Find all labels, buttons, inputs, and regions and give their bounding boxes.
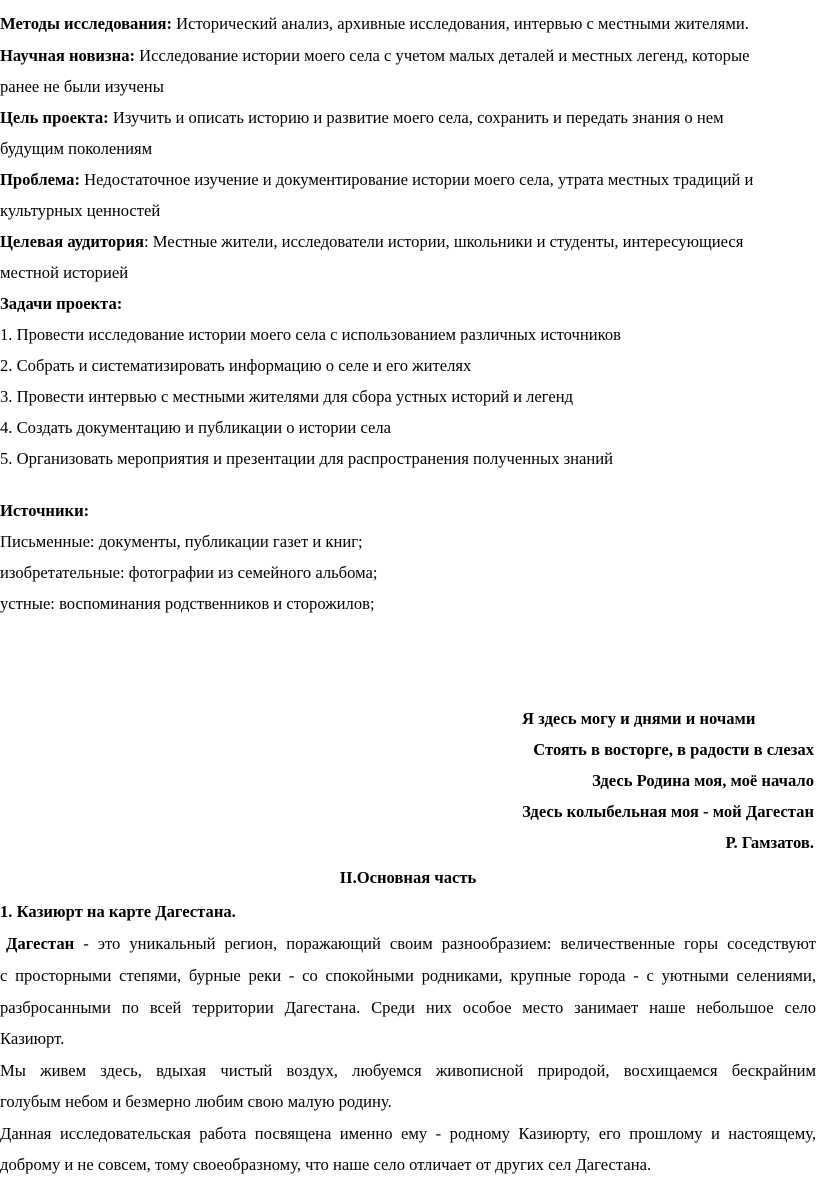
goal-label: Цель проекта: bbox=[0, 108, 109, 127]
goal-continuation: будущим поколениям bbox=[0, 139, 153, 158]
task-item: 5. Организовать мероприятия и презентации для распространения полученных знаний bbox=[0, 449, 614, 468]
novelty-line bbox=[0, 46, 750, 66]
poem-line: Стоять в восторге, в радости в слезах bbox=[533, 740, 814, 759]
paragraph-line: Дагестан - это уникальный регион, поражающий своим разнообразием: величественные горы соседствуют bbox=[6, 934, 816, 953]
tasks-heading: Задачи проекта: bbox=[0, 294, 123, 313]
task-item: 3. Провести интервью с местными жителями для сбора устных историй и легенд bbox=[0, 387, 574, 406]
paragraph-line: Казиюрт. bbox=[0, 1029, 65, 1048]
poem-line: Я здесь могу и днями и ночами bbox=[522, 709, 756, 728]
problem-continuation: культурных ценностей bbox=[0, 201, 161, 220]
subsection-title: 1. Казиюрт на карте Дагестана. bbox=[0, 902, 236, 921]
methods-text: Исторический анализ, архивные исследования, интервью с местными жителями. bbox=[171, 14, 749, 33]
task-item: 4. Создать документацию и публикации о истории села bbox=[0, 418, 392, 437]
poem-line: Здесь Родина моя, моё начало bbox=[592, 771, 814, 790]
paragraph-lead: Дагестан bbox=[6, 934, 75, 953]
goal-line bbox=[0, 108, 724, 128]
paragraph-line: Данная исследовательская работа посвящена именно ему - родному Казиюрту, его прошлому и настоящему, bbox=[0, 1124, 816, 1143]
paragraph-line: голубым небом и безмерно любим свою малую родину. bbox=[0, 1092, 392, 1111]
source-item: устные: воспоминания родственников и сторожилов; bbox=[0, 594, 375, 613]
novelty-continuation: ранее не были изучены bbox=[0, 77, 164, 96]
problem-label: Проблема: bbox=[0, 170, 81, 189]
section-title: II.Основная часть bbox=[339, 868, 477, 887]
audience-text: : Местные жители, исследователи истории, школьники и студенты, интересующиеся bbox=[144, 232, 744, 251]
audience-label: Целевая аудитория bbox=[0, 232, 144, 251]
novelty-text: Исследование истории моего села с учетом малых деталей и местных легенд, которые bbox=[135, 46, 750, 65]
poem-line: Здесь колыбельная моя - мой Дагестан bbox=[522, 802, 814, 821]
goal-text: Изучить и описать историю и развитие моего села, сохранить и передать знания о нем bbox=[108, 108, 724, 127]
methods-line bbox=[0, 14, 749, 34]
sources-heading: Источники: bbox=[0, 501, 90, 520]
task-item: 2. Собрать и систематизировать информацию о селе и его жителях bbox=[0, 356, 472, 375]
task-item: 1. Провести исследование истории моего села с использованием различных источников bbox=[0, 325, 621, 344]
problem-text: Недостаточное изучение и документирование истории моего села, утрата местных традиций и bbox=[80, 170, 754, 189]
paragraph-line: доброму и не совсем, тому своеобразному, что наше село отличает от других сел Дагестана. bbox=[0, 1155, 652, 1174]
source-item: Письменные: документы, публикации газет и книг; bbox=[0, 532, 363, 551]
paragraph-line: разбросанными по всей территории Дагестана. Среди них особое место занимает наше небольшое село bbox=[0, 998, 816, 1017]
poem-author: Р. Гамзатов. bbox=[725, 833, 814, 852]
paragraph-line: Мы живем здесь, вдыхая чистый воздух, любуемся живописной природой, восхищаемся бескрайним bbox=[0, 1061, 816, 1080]
paragraph-line: с просторными степями, бурные реки - со спокойными родниками, крупные города - с уютными селениями, bbox=[0, 966, 816, 985]
problem-line bbox=[0, 170, 753, 190]
audience-continuation: местной историей bbox=[0, 263, 129, 282]
methods-label: Методы исследования: bbox=[0, 14, 172, 33]
novelty-label: Научная новизна: bbox=[0, 46, 136, 65]
source-item: изобретательные: фотографии из семейного альбома; bbox=[0, 563, 378, 582]
audience-line bbox=[0, 232, 743, 252]
